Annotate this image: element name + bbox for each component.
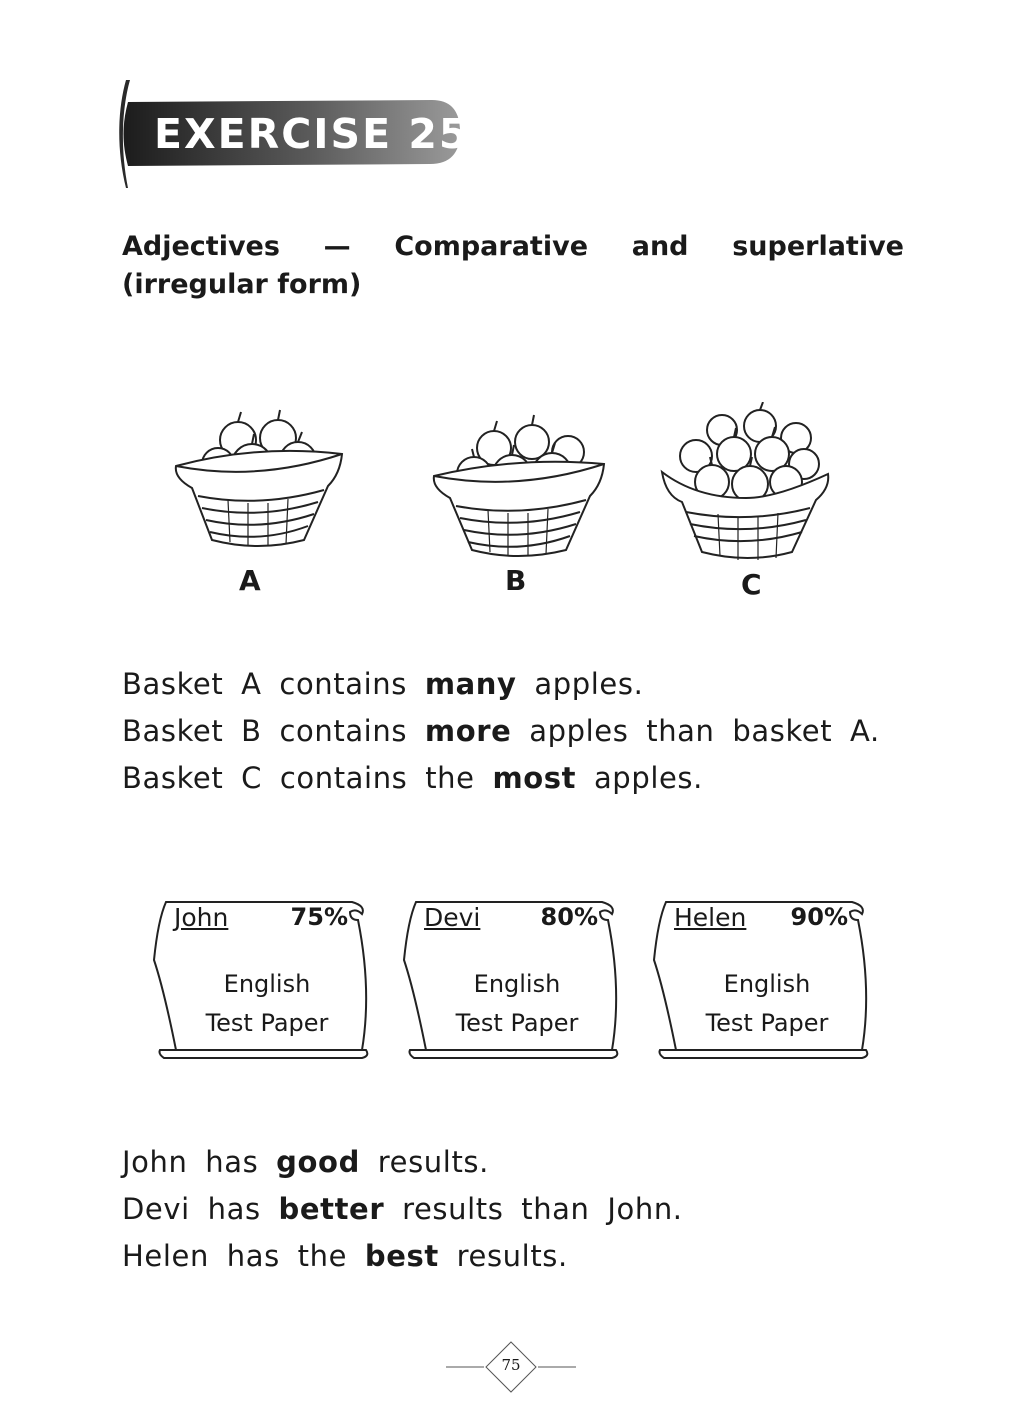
student-name: John <box>174 903 229 932</box>
basket-c-illustration <box>656 402 836 570</box>
basket-b-label: B <box>505 564 527 597</box>
paper-subject: English <box>223 970 311 998</box>
student-score: 80% <box>540 903 598 931</box>
page-number: 75 <box>501 1356 521 1374</box>
adjective-better: better <box>278 1192 385 1226</box>
adjective-good: good <box>276 1145 360 1179</box>
paper-type: Test Paper <box>705 1009 829 1037</box>
sentence-helen: Helen has the best results. <box>122 1239 568 1273</box>
student-score: 90% <box>790 903 848 931</box>
paper-type: Test Paper <box>205 1009 329 1037</box>
basket-b-illustration <box>428 412 608 566</box>
sentence-basket-c: Basket C contains the most apples. <box>122 761 703 795</box>
adjective-more: more <box>424 714 512 748</box>
student-name: Devi <box>424 903 481 932</box>
adjective-many: many <box>424 667 517 701</box>
exercise-title: EXERCISE 25 <box>154 110 470 158</box>
test-paper-devi <box>402 900 632 1070</box>
sentence-basket-a: Basket A contains many apples. <box>122 667 644 701</box>
paper-subject: English <box>473 970 561 998</box>
basket-a-label: A <box>239 564 261 597</box>
adjective-best: best <box>364 1239 439 1273</box>
test-paper-helen <box>652 900 882 1070</box>
test-paper-john <box>152 900 382 1070</box>
paper-type: Test Paper <box>455 1009 579 1037</box>
sentence-devi: Devi has better results than John. <box>122 1192 683 1226</box>
basket-a-illustration <box>168 404 348 558</box>
paper-subject: English <box>723 970 811 998</box>
lesson-subtitle: Adjectives — Comparative and superlative (irregular form) <box>122 231 904 300</box>
student-score: 75% <box>290 903 348 931</box>
sentence-basket-b: Basket B contains more apples than basket A. <box>122 714 880 748</box>
sentence-john: John has good results. <box>122 1145 489 1179</box>
adjective-most: most <box>492 761 577 795</box>
student-name: Helen <box>674 903 747 932</box>
basket-c-label: C <box>741 568 762 601</box>
